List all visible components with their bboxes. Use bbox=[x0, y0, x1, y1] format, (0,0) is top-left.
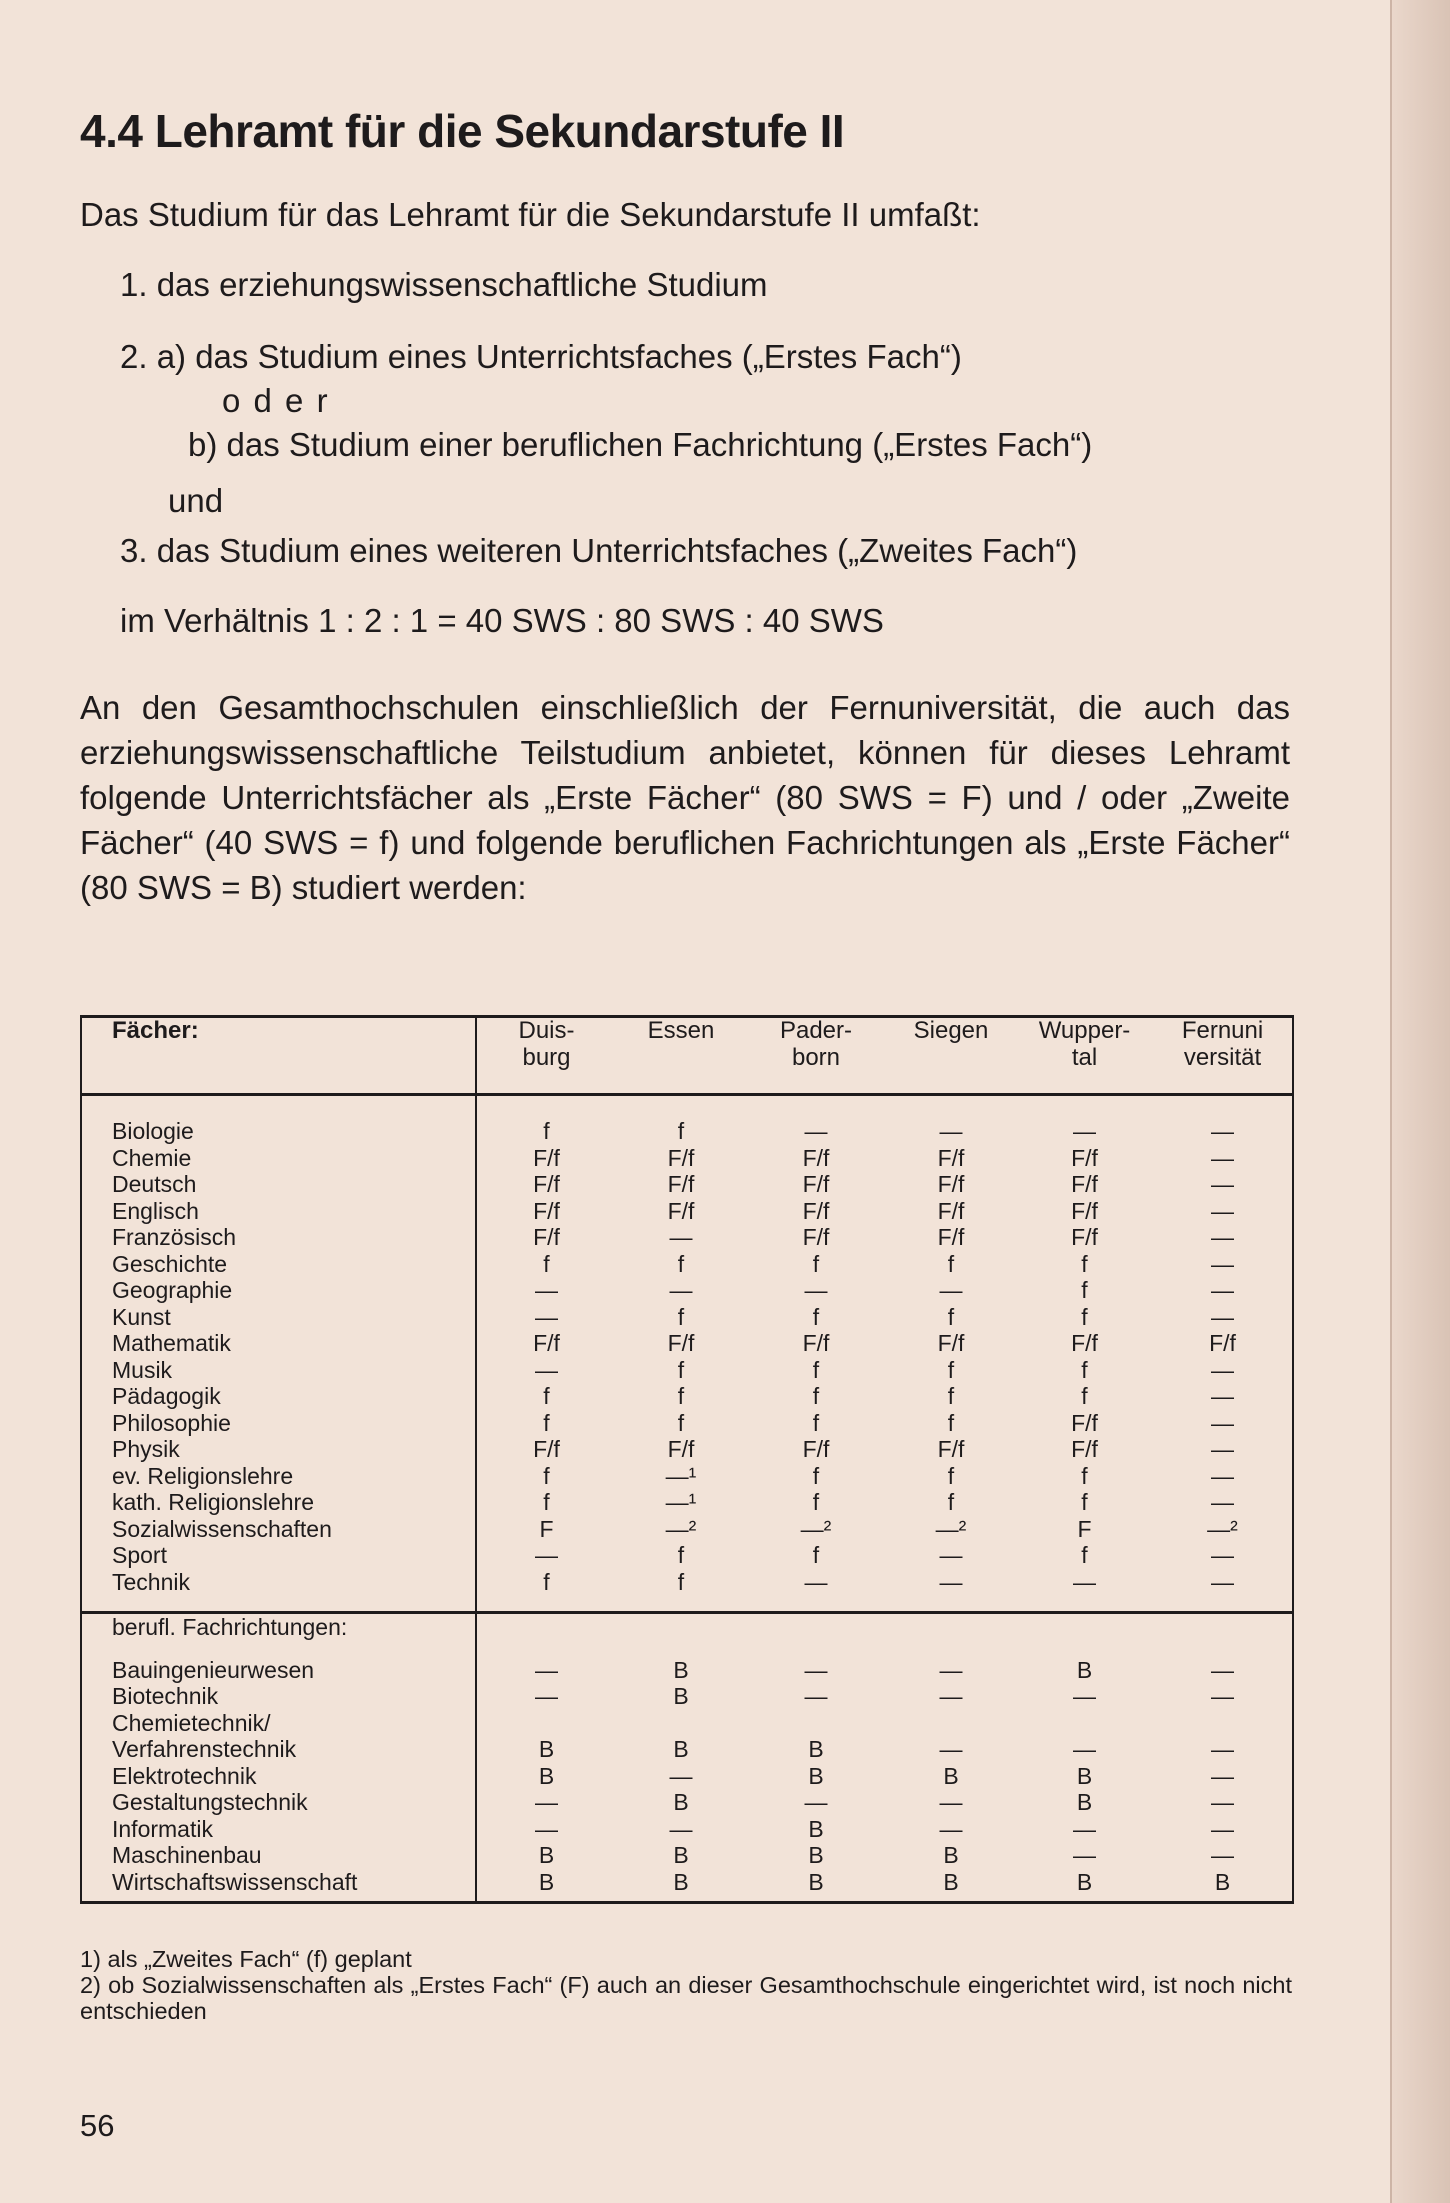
cell-value: — bbox=[1153, 1657, 1293, 1684]
row-label: Philosophie bbox=[81, 1410, 476, 1437]
cell-value: F/f bbox=[667, 1436, 695, 1462]
cell-value: — bbox=[939, 1542, 963, 1568]
cell-value: — bbox=[669, 1815, 693, 1842]
cell-value: f bbox=[677, 1383, 685, 1409]
row-label: Wirtschaftswissenschaft bbox=[81, 1869, 476, 1896]
vocational-row bbox=[81, 1816, 1293, 1843]
row-label: Bauingenieurwesen bbox=[81, 1657, 476, 1684]
cell-value: — bbox=[939, 1815, 963, 1842]
cell-value: F/f bbox=[667, 1197, 695, 1224]
subject-row bbox=[81, 1463, 1293, 1490]
column-header-essen: Essen bbox=[616, 1017, 746, 1095]
cell-value: B bbox=[673, 1789, 689, 1815]
row-label: Verfahrenstechnik bbox=[81, 1736, 476, 1763]
cell-value: f bbox=[1081, 1462, 1088, 1489]
row-label: Englisch bbox=[81, 1198, 476, 1225]
cell-value: —¹ bbox=[665, 1489, 697, 1515]
row-label: Physik bbox=[81, 1436, 476, 1463]
list-und: und bbox=[168, 482, 224, 519]
cell-value: F/f bbox=[802, 1330, 830, 1356]
subject-row bbox=[81, 1330, 1293, 1357]
cell-value: f bbox=[677, 1356, 685, 1383]
row-label: ev. Religionslehre bbox=[81, 1463, 476, 1490]
cell-value: — bbox=[1153, 1736, 1293, 1763]
cell-value: F/f bbox=[937, 1144, 965, 1171]
cell-value: — bbox=[1073, 1568, 1096, 1595]
page-edge bbox=[1390, 0, 1450, 2203]
row-label: Biologie bbox=[81, 1118, 476, 1145]
cell-value: — bbox=[939, 1683, 963, 1709]
cell-value: —² bbox=[935, 1515, 967, 1542]
cell-value: — bbox=[1153, 1569, 1293, 1596]
cell-value: f bbox=[947, 1250, 955, 1277]
cell-value: — bbox=[1153, 1224, 1293, 1251]
cell-value: f bbox=[1081, 1250, 1088, 1277]
cell-value: — bbox=[804, 1683, 828, 1709]
cell-value: F/f bbox=[533, 1330, 560, 1356]
vocational-row bbox=[81, 1763, 1293, 1790]
column-header-siegen: Siegen bbox=[886, 1017, 1016, 1095]
cell-value: — bbox=[669, 1277, 693, 1303]
cell-value: — bbox=[669, 1762, 693, 1789]
cell-value: f bbox=[677, 1542, 685, 1568]
row-label: Sport bbox=[81, 1542, 476, 1569]
cell-value: — bbox=[804, 1568, 828, 1595]
cell-value: — bbox=[804, 1789, 828, 1815]
intro-text: Das Studium für das Lehramt für die Sekundarstufe II umfaßt: bbox=[80, 196, 981, 233]
cell-value: — bbox=[1073, 1683, 1096, 1709]
cell-value: B bbox=[943, 1868, 959, 1895]
cell-value: F/f bbox=[1071, 1436, 1098, 1462]
cell-value: f bbox=[947, 1409, 955, 1436]
cell-value: f bbox=[543, 1383, 550, 1409]
cell-value: — bbox=[1153, 1251, 1293, 1278]
spacer-row bbox=[81, 1095, 1293, 1119]
cell-value: F/f bbox=[802, 1171, 830, 1197]
row-label: Musik bbox=[81, 1357, 476, 1384]
cell-value: — bbox=[1153, 1410, 1293, 1437]
cell-value: B bbox=[538, 1842, 555, 1868]
cell-value: — bbox=[1153, 1277, 1293, 1304]
cell-value: — bbox=[1153, 1542, 1293, 1569]
subject-row bbox=[81, 1251, 1293, 1278]
row-label: Elektrotechnik bbox=[81, 1763, 476, 1790]
cell-value: B bbox=[1076, 1656, 1093, 1683]
vocational-row bbox=[81, 1789, 1293, 1816]
cell-value bbox=[1153, 1710, 1293, 1737]
cell-value: — bbox=[804, 1656, 828, 1683]
vocational-row bbox=[81, 1710, 1293, 1737]
cell-value: — bbox=[1153, 1145, 1293, 1172]
cell-value: B bbox=[1153, 1869, 1293, 1896]
subjects-body bbox=[81, 1095, 1293, 1903]
row-label: Sozialwissenschaften bbox=[81, 1516, 476, 1543]
cell-value: —² bbox=[665, 1515, 697, 1542]
footnote-1: 1) als „Zweites Fach“ (f) geplant bbox=[80, 1946, 412, 1972]
list-item-2a: 2. a) das Studium eines Unterrichtsfaches („Erstes Fach“) bbox=[120, 338, 962, 375]
table-header-row bbox=[81, 1017, 1293, 1095]
row-label: Chemietechnik/ bbox=[81, 1710, 476, 1737]
cell-value bbox=[746, 1710, 886, 1737]
cell-value: f bbox=[543, 1489, 550, 1515]
list-item-1: 1. das erziehungswissenschaftliche Studium bbox=[120, 266, 768, 303]
cell-value: f bbox=[543, 1462, 550, 1489]
subject-row bbox=[81, 1436, 1293, 1463]
cell-value: F/f bbox=[533, 1436, 560, 1462]
vocational-row bbox=[81, 1869, 1293, 1896]
cell-value: — bbox=[669, 1224, 693, 1250]
cell-value: B bbox=[538, 1736, 555, 1762]
cell-value: f bbox=[677, 1118, 685, 1144]
cell-value: F/f bbox=[1071, 1409, 1098, 1436]
cell-value: — bbox=[1153, 1198, 1293, 1225]
cell-value: F/f bbox=[667, 1330, 695, 1356]
cell-value bbox=[1016, 1710, 1153, 1737]
column-header-duisburg: Duis- burg bbox=[476, 1017, 616, 1095]
cell-value: F/f bbox=[1071, 1330, 1098, 1356]
cell-value: — bbox=[939, 1568, 963, 1595]
cell-value: F/f bbox=[533, 1197, 560, 1224]
cell-value: B bbox=[538, 1868, 555, 1895]
cell-value: —¹ bbox=[665, 1462, 697, 1489]
cell-value: F/f bbox=[1071, 1224, 1098, 1250]
cell-value: f bbox=[1081, 1277, 1088, 1303]
row-label: Deutsch bbox=[81, 1171, 476, 1198]
cell-value: f bbox=[1081, 1303, 1088, 1330]
cell-value: f bbox=[1081, 1356, 1088, 1383]
cell-value: — bbox=[1153, 1463, 1293, 1490]
list-item-2b: b) das Studium einer beruflichen Fachrichtung („Erstes Fach“) bbox=[188, 426, 1093, 463]
list-oder: o d e r bbox=[222, 382, 330, 419]
cell-value: — bbox=[1153, 1816, 1293, 1843]
row-label: Geographie bbox=[81, 1277, 476, 1304]
cell-value: f bbox=[1081, 1383, 1088, 1409]
cell-value: B bbox=[808, 1815, 824, 1842]
footnote-1-mark: 1) bbox=[80, 1946, 101, 1972]
cell-value: f bbox=[1081, 1489, 1088, 1515]
row-label: Gestaltungstechnik bbox=[81, 1789, 476, 1816]
cell-value: — bbox=[1153, 1171, 1293, 1198]
row-label: kath. Religionslehre bbox=[81, 1489, 476, 1516]
cell-value: — bbox=[1153, 1489, 1293, 1516]
cell-value: — bbox=[939, 1118, 963, 1144]
row-label: Geschichte bbox=[81, 1251, 476, 1278]
column-header-fernuni: Fernuni versität bbox=[1153, 1017, 1293, 1095]
vocational-section-header bbox=[81, 1613, 1293, 1641]
cell-value: F/f bbox=[1071, 1197, 1098, 1224]
subject-row bbox=[81, 1304, 1293, 1331]
cell-value: F/f bbox=[1071, 1171, 1098, 1197]
cell-value: f bbox=[947, 1489, 955, 1515]
cell-value: B bbox=[808, 1842, 824, 1868]
cell-value: — bbox=[535, 1542, 558, 1568]
cell-value: — bbox=[1153, 1789, 1293, 1816]
cell-value: — bbox=[1073, 1815, 1096, 1842]
cell-value: f bbox=[812, 1542, 820, 1568]
column-header-paderborn: Pader- born bbox=[746, 1017, 886, 1095]
cell-value: — bbox=[804, 1277, 828, 1303]
cell-value: F bbox=[1077, 1515, 1092, 1542]
cell-value: F/f bbox=[937, 1171, 965, 1197]
cell-value: F/f bbox=[1153, 1330, 1293, 1357]
cell-value: B bbox=[538, 1762, 555, 1789]
cell-value: f bbox=[543, 1409, 550, 1436]
cell-value: — bbox=[1153, 1383, 1293, 1410]
list-item-3: 3. das Studium eines weiteren Unterrichtsfaches („Zweites Fach“) bbox=[120, 532, 1078, 569]
cell-value: — bbox=[1073, 1842, 1096, 1868]
row-label: Pädagogik bbox=[81, 1383, 476, 1410]
cell-value: — bbox=[939, 1789, 963, 1815]
cell-value: B bbox=[673, 1736, 689, 1762]
cell-value: B bbox=[808, 1762, 824, 1789]
cell-value: — bbox=[1153, 1763, 1293, 1790]
spacer-row bbox=[81, 1641, 1293, 1657]
cell-value: F/f bbox=[533, 1224, 560, 1250]
cell-value: — bbox=[1153, 1357, 1293, 1384]
row-label: Mathematik bbox=[81, 1330, 476, 1357]
cell-value: — bbox=[535, 1656, 558, 1683]
footnote-2-mark: 2) bbox=[80, 1972, 101, 1998]
cell-value: F/f bbox=[937, 1330, 965, 1356]
vocational-row bbox=[81, 1683, 1293, 1710]
cell-value: f bbox=[812, 1383, 820, 1409]
cell-value: — bbox=[939, 1656, 963, 1683]
row-label: Französisch bbox=[81, 1224, 476, 1251]
cell-value: B bbox=[673, 1683, 689, 1709]
footnote-2: 2) ob Sozialwissenschaften als „Erstes Fach“ (F) auch an dieser Gesamthochschule eingerichtet wird, ist noch nicht entschieden bbox=[80, 1972, 1292, 2024]
cell-value: f bbox=[1081, 1542, 1088, 1568]
cell-value: f bbox=[947, 1303, 955, 1330]
cell-value: f bbox=[812, 1462, 820, 1489]
subject-row bbox=[81, 1118, 1293, 1145]
cell-value: — bbox=[535, 1815, 558, 1842]
cell-value: f bbox=[543, 1568, 550, 1595]
cell-value: F/f bbox=[937, 1224, 965, 1250]
cell-value: F/f bbox=[533, 1144, 560, 1171]
row-label: Biotechnik bbox=[81, 1683, 476, 1710]
cell-value bbox=[886, 1710, 1016, 1737]
cell-value: F/f bbox=[802, 1224, 830, 1250]
cell-value: — bbox=[535, 1277, 558, 1303]
cell-value: F/f bbox=[533, 1171, 560, 1197]
cell-value: F/f bbox=[802, 1197, 830, 1224]
cell-value bbox=[616, 1710, 746, 1737]
cell-value: f bbox=[677, 1409, 685, 1436]
column-header-faecher: Fächer: bbox=[81, 1017, 476, 1095]
footnotes bbox=[80, 1946, 1292, 2024]
cell-value: B bbox=[1076, 1762, 1093, 1789]
cell-value: F bbox=[539, 1515, 554, 1542]
cell-value: — bbox=[1153, 1683, 1293, 1710]
subject-row bbox=[81, 1542, 1293, 1569]
cell-value: f bbox=[812, 1303, 820, 1330]
cell-value: — bbox=[535, 1303, 558, 1330]
subject-row bbox=[81, 1489, 1293, 1516]
cell-value: B bbox=[1076, 1868, 1093, 1895]
subject-row bbox=[81, 1145, 1293, 1172]
cell-value: f bbox=[812, 1356, 820, 1383]
cell-value: B bbox=[1076, 1789, 1093, 1815]
cell-value: F/f bbox=[802, 1144, 830, 1171]
subject-row bbox=[81, 1171, 1293, 1198]
cell-value: B bbox=[673, 1868, 689, 1895]
spacer-row bbox=[81, 1595, 1293, 1613]
row-label: Chemie bbox=[81, 1145, 476, 1172]
row-label: Technik bbox=[81, 1569, 476, 1596]
cell-value: —² bbox=[800, 1515, 832, 1542]
cell-value: — bbox=[535, 1356, 558, 1383]
subject-row bbox=[81, 1277, 1293, 1304]
subject-row bbox=[81, 1516, 1293, 1543]
vocational-label: berufl. Fachrichtungen: bbox=[81, 1613, 476, 1641]
cell-value: — bbox=[535, 1789, 558, 1815]
cell-value: B bbox=[673, 1656, 689, 1683]
cell-value: f bbox=[543, 1250, 550, 1277]
cell-value: F/f bbox=[937, 1197, 965, 1224]
cell-value: B bbox=[808, 1868, 824, 1895]
vocational-row bbox=[81, 1657, 1293, 1684]
subject-row bbox=[81, 1198, 1293, 1225]
column-header-wuppertal: Wupper- tal bbox=[1016, 1017, 1153, 1095]
cell-value: F/f bbox=[667, 1144, 695, 1171]
subject-row bbox=[81, 1410, 1293, 1437]
cell-value: f bbox=[677, 1303, 685, 1330]
cell-value: B bbox=[943, 1842, 959, 1868]
cell-value: B bbox=[673, 1842, 689, 1868]
cell-value: — bbox=[1153, 1118, 1293, 1145]
body-paragraph: An den Gesamthochschulen einschließlich der Fernuniversität, die auch das erziehungswissenschaftliche Teilstudium anbietet, können für dieses Lehramt folgende Unterrichtsfächer als „Erste Fächer“ (80 SWS = F) und / oder „Zweite Fächer“ (40 SWS = f) und folgende beruflichen Fachrichtungen als „Erste Fächer“ (80 SWS = B) studiert werden: bbox=[80, 689, 1290, 906]
row-label: Informatik bbox=[81, 1816, 476, 1843]
cell-value: — bbox=[535, 1683, 558, 1709]
cell-value: — bbox=[939, 1277, 963, 1303]
cell-value: f bbox=[677, 1250, 685, 1277]
cell-value: —² bbox=[1153, 1516, 1293, 1543]
cell-value: f bbox=[812, 1489, 820, 1515]
cell-value: B bbox=[943, 1762, 959, 1789]
cell-value: — bbox=[939, 1736, 963, 1762]
section-heading: 4.4 Lehramt für die Sekundarstufe II bbox=[80, 105, 845, 157]
cell-value: f bbox=[812, 1250, 820, 1277]
cell-value: f bbox=[947, 1356, 955, 1383]
vocational-row bbox=[81, 1842, 1293, 1869]
subjects-table bbox=[80, 1015, 1294, 1904]
vocational-row bbox=[81, 1736, 1293, 1763]
cell-value: F/f bbox=[937, 1436, 965, 1462]
cell-value: — bbox=[804, 1118, 828, 1144]
row-label: Maschinenbau bbox=[81, 1842, 476, 1869]
cell-value: — bbox=[1153, 1304, 1293, 1331]
cell-value: — bbox=[1073, 1118, 1096, 1144]
cell-value: F/f bbox=[1071, 1144, 1098, 1171]
subject-row bbox=[81, 1383, 1293, 1410]
spacer-row bbox=[81, 1895, 1293, 1903]
cell-value: f bbox=[677, 1568, 685, 1595]
cell-value: f bbox=[947, 1462, 955, 1489]
page-number: 56 bbox=[80, 2108, 115, 2143]
cell-value: f bbox=[543, 1118, 550, 1144]
subject-row bbox=[81, 1357, 1293, 1384]
subject-row bbox=[81, 1224, 1293, 1251]
cell-value: F/f bbox=[667, 1171, 695, 1197]
cell-value: f bbox=[812, 1409, 820, 1436]
subject-row bbox=[81, 1569, 1293, 1596]
row-label: Kunst bbox=[81, 1304, 476, 1331]
ratio-line: im Verhältnis 1 : 2 : 1 = 40 SWS : 80 SWS : 40 SWS bbox=[120, 602, 884, 639]
cell-value: — bbox=[1153, 1436, 1293, 1463]
cell-value: B bbox=[808, 1736, 824, 1762]
cell-value: — bbox=[1073, 1736, 1096, 1762]
cell-value: — bbox=[1153, 1842, 1293, 1869]
cell-value: F/f bbox=[802, 1436, 830, 1462]
cell-value bbox=[476, 1710, 616, 1737]
cell-value: f bbox=[947, 1383, 955, 1409]
